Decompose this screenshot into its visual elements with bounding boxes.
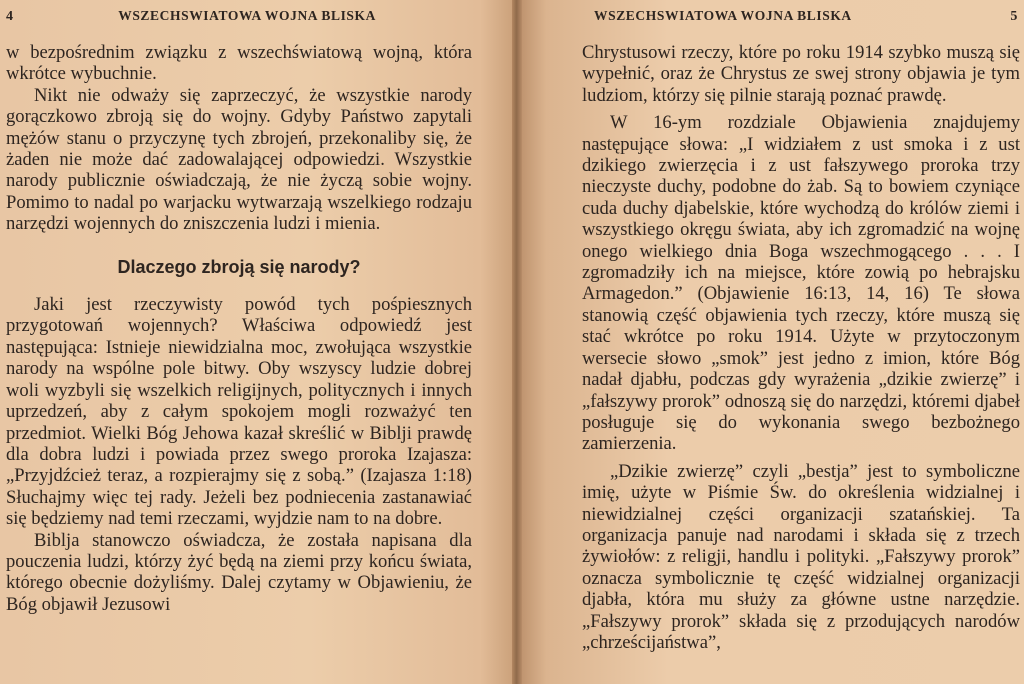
paragraph: Biblja stanowczo oświadcza, że została napisana dla pouczenia ludzi, którzy żyć będą na ziemi przy końcu świata, którego obecnie dożyliśmy. Dalej czytamy w Objawieniu, że Bóg objawił Jezusowi <box>6 529 472 615</box>
paragraph: Nikt nie odważy się zaprzeczyć, że wszystkie narody gorączkowo zbroją się do wojny. Gdyby Państwo zapytali mężów stanu o przyczynę tych zbrojeń, przekonaliby się, że żaden nie może dać zadowalającej odpowiedzi. Wszystkie narody publicznie oświadczają, że nie życzą sobie wojny. Pomimo to nadal po warjacku wytwarzają wszelkiego rodzaju narzędzi wojennych do zniszczenia ludzi i mienia. <box>6 84 472 235</box>
page-number: 5 <box>1010 9 1018 24</box>
left-page-body <box>6 42 472 615</box>
right-page <box>516 0 1024 684</box>
paragraph: W 16-ym rozdziale Objawienia znajdujemy następujące słowa: „I widziałem z ust smoka i z ust dzikiego zwierzęcia i z ust fałszywego proroka trzy nieczyste duchy, podobne do żab. Są to bowiem czyniące cuda duchy djabelskie, które wychodzą do królów ziemi i wszystkiego okręgu świata, aby ich zgromadzić na wojnę onego wielkiego dnia Boga wszechmogącego . . . I zgromadziły ich na miejsce, które zowią po hebrajsku Armagedon.” (Objawienie 16:13, 14, 16) Te słowa stanowią część objawienia tych rzeczy, które muszą się stać wkrótce po roku 1914. Użyte w przytoczonym wersecie słowo „smok” jest jedno z imion, które Bóg nadał djabłu, podczas gdy wyrażenia „dzikie zwierzę” i „fałszywy prorok” odnoszą się do narzędzi, któremi djabeł posługuje się do wykonania swego bezbożnego zamierzenia. <box>582 112 1020 455</box>
right-page-body <box>582 42 1020 653</box>
section-heading: Dlaczego zbroją się narody? <box>117 256 361 277</box>
paragraph: Jaki jest rzeczywisty powód tych pośpiesznych przygotowań wojennych? Właściwa odpowiedź jest następująca: Istnieje niewidzialna moc, zwołująca wszystkie narody na wspólne pole bitwy. Oby wszyscy ludzie dobrej woli wyzbyli się wszelkich religijnych, politycznych i innych uprzedzeń, aby z całym spokojem mogli rozważyć ten przedmiot. Wielki Bóg Jehowa kazał skreślić w Biblji prawdę dla dobra ludzi i powiada przez swego proroka Izajasza: „Przyjdźcież teraz, a rozpierajmy się z sobą.” (Izajasza 1:18) Słuchajmy więc tej rady. Jeżeli bez podniecenia zastanawiać się będziemy nad temi rzeczami, wyjdzie nam to na dobre. <box>6 294 472 530</box>
book-gutter <box>512 0 522 684</box>
paragraph: w bezpośrednim związku z wszechświatową wojną, która wkrótce wybuchnie. <box>6 42 472 85</box>
left-page-header <box>6 6 472 34</box>
paragraph: „Dzikie zwierzę” czyli „bestja” jest to symboliczne imię, użyte w Piśmie Św. do określenia widzialnej i niewidzialnej części organizacji szatańskiej. Ta organizacja panuje nad narodami i składa się z trzech żywiołów: z religji, handlu i polityki. „Fałszywy prorok” oznacza symbolicznie tę część widzialnej organizacji djabła, która mu służy za główne ustne narzędzie. „Fałszywy prorok” składa się z przodujących narodów „chrześcijaństwa”, <box>582 460 1020 653</box>
right-page-header <box>582 6 1020 34</box>
paragraph: Chrystusowi rzeczy, które po roku 1914 szybko muszą się wypełnić, oraz że Chrystus ze swej strony objawia je tym ludziom, którzy się pilnie starają poznać prawdę. <box>582 42 1020 106</box>
running-title: WSZECHSWIATOWA WOJNA BLISKA <box>594 8 852 23</box>
page-number: 4 <box>6 9 14 24</box>
running-title: WSZECHSWIATOWA WOJNA BLISKA <box>118 8 376 23</box>
